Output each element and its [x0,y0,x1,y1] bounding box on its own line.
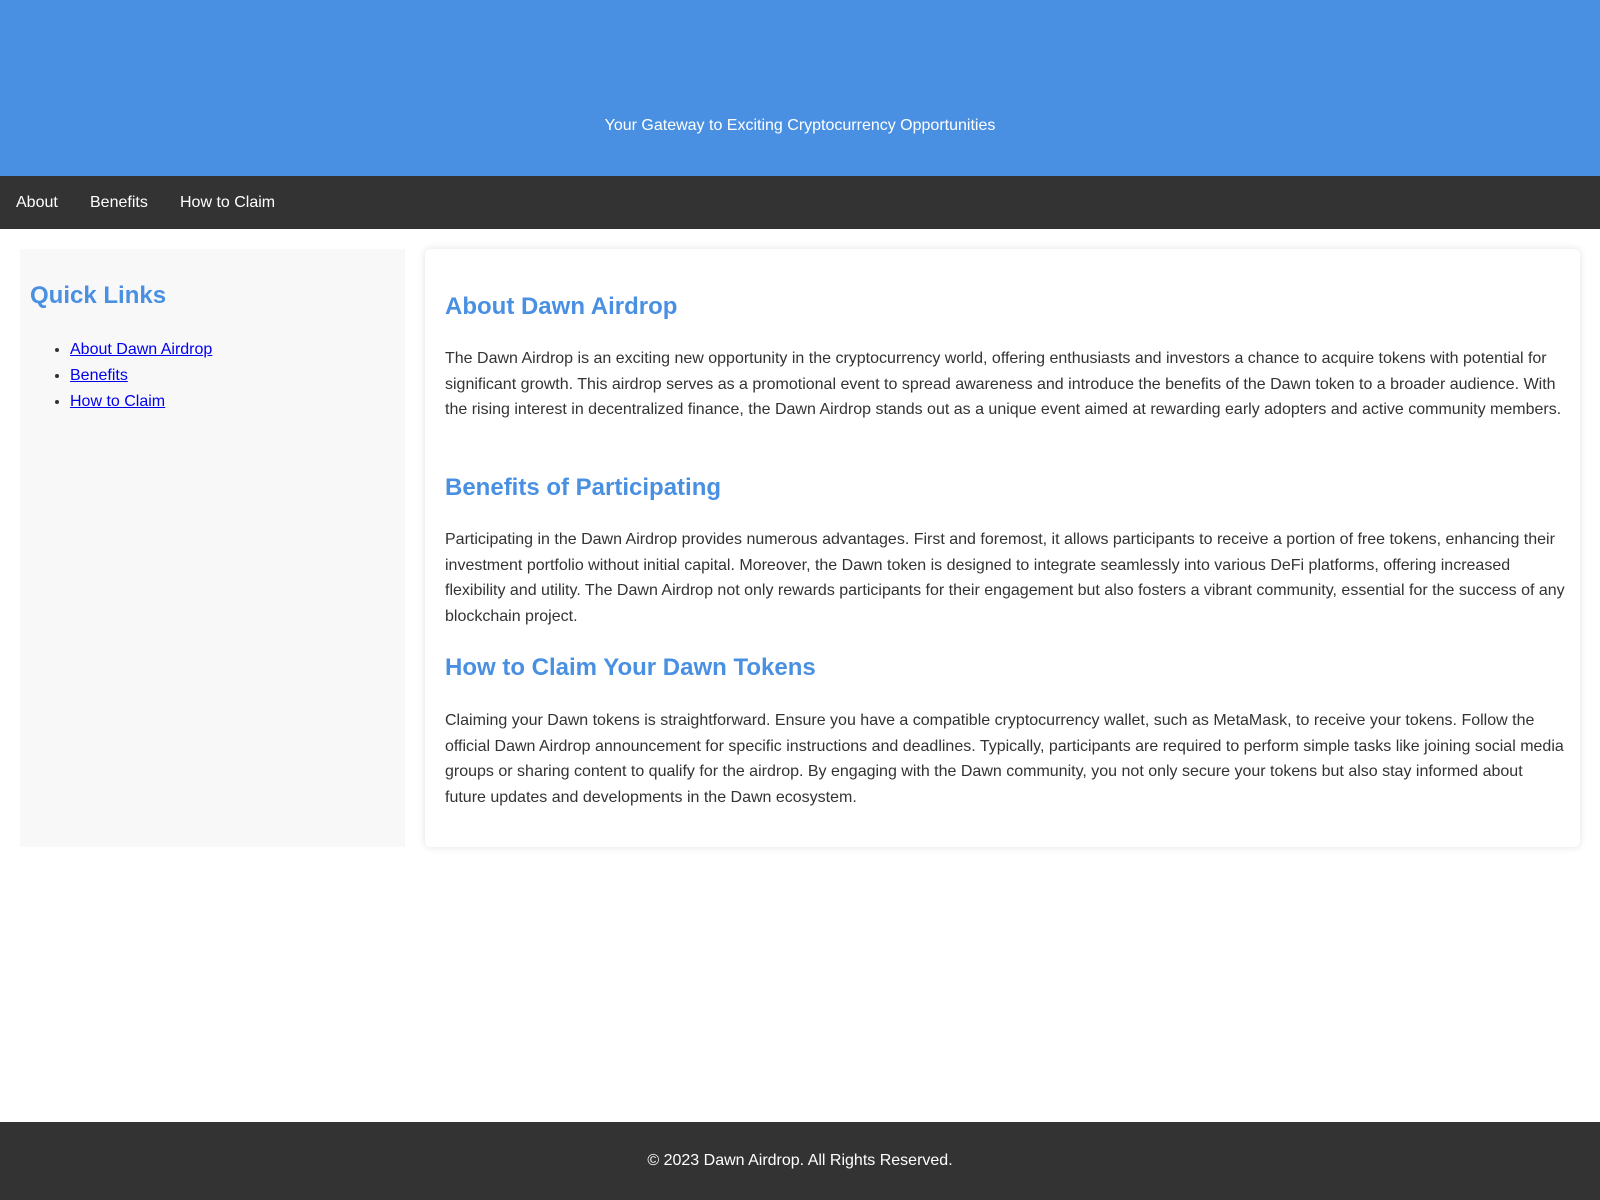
nav-item-benefits[interactable]: Benefits [90,194,148,211]
section-text-about: The Dawn Airdrop is an exciting new opportunity in the cryptocurrency world, offering enthusiasts and investors a chance to acquire tokens with potential for significant growth. This airdrop serves as a promotional event to spread awareness and introduce the benefits of the Dawn token to a broader audience. With the rising interest in decentralized finance, the Dawn Airdrop stands out as a unique event aimed at rewarding early adopters and active community members. [445,350,1562,419]
section-title-benefits: Benefits of Participating [445,474,722,501]
list-item [70,389,212,415]
nav-item-how-to-claim[interactable]: How to Claim [180,194,276,211]
list-item [70,363,212,389]
site-header [0,0,1600,176]
quick-link-benefits[interactable]: Benefits [70,367,128,384]
quick-link-about[interactable]: About Dawn Airdrop [70,341,213,358]
list-item [70,337,212,363]
quick-link-how-to-claim[interactable]: How to Claim [70,393,166,410]
sidebar-title: Quick Links [30,282,167,309]
quick-links-list [70,337,212,415]
section-title-how-to-claim: How to Claim Your Dawn Tokens [445,654,816,681]
top-nav [0,176,1600,229]
footer-copyright: © 2023 Dawn Airdrop. All Rights Reserved. [647,1152,953,1169]
main-content [425,249,1580,847]
site-footer [0,1122,1600,1200]
section-title-about: About Dawn Airdrop [445,293,678,320]
header-tagline: Your Gateway to Exciting Cryptocurrency Opportunities [604,117,996,134]
sidebar-quick-links [20,249,405,847]
section-text-benefits: Participating in the Dawn Airdrop provides numerous advantages. First and foremost, it allows participants to receive a portion of free tokens, enhancing their investment portfolio without initial capital. Moreover, the Dawn token is designed to integrate seamlessly into various DeFi platforms, offering increased flexibility and utility. The Dawn Airdrop not only rewards participants for their engagement but also fosters a vibrant community, essential for the success of any blockchain project. [445,531,1565,626]
nav-item-about[interactable]: About [16,194,58,211]
section-text-how-to-claim: Claiming your Dawn tokens is straightforward. Ensure you have a compatible cryptocurrency wallet, such as MetaMask, to receive your tokens. Follow the official Dawn Airdrop announcement for specific instructions and deadlines. Typically, participants are required to perform simple tasks like joining social media groups or sharing content to qualify for the airdrop. By engaging with the Dawn community, you not only secure your tokens but also stay informed about future updates and developments in the Dawn ecosystem. [445,712,1564,807]
